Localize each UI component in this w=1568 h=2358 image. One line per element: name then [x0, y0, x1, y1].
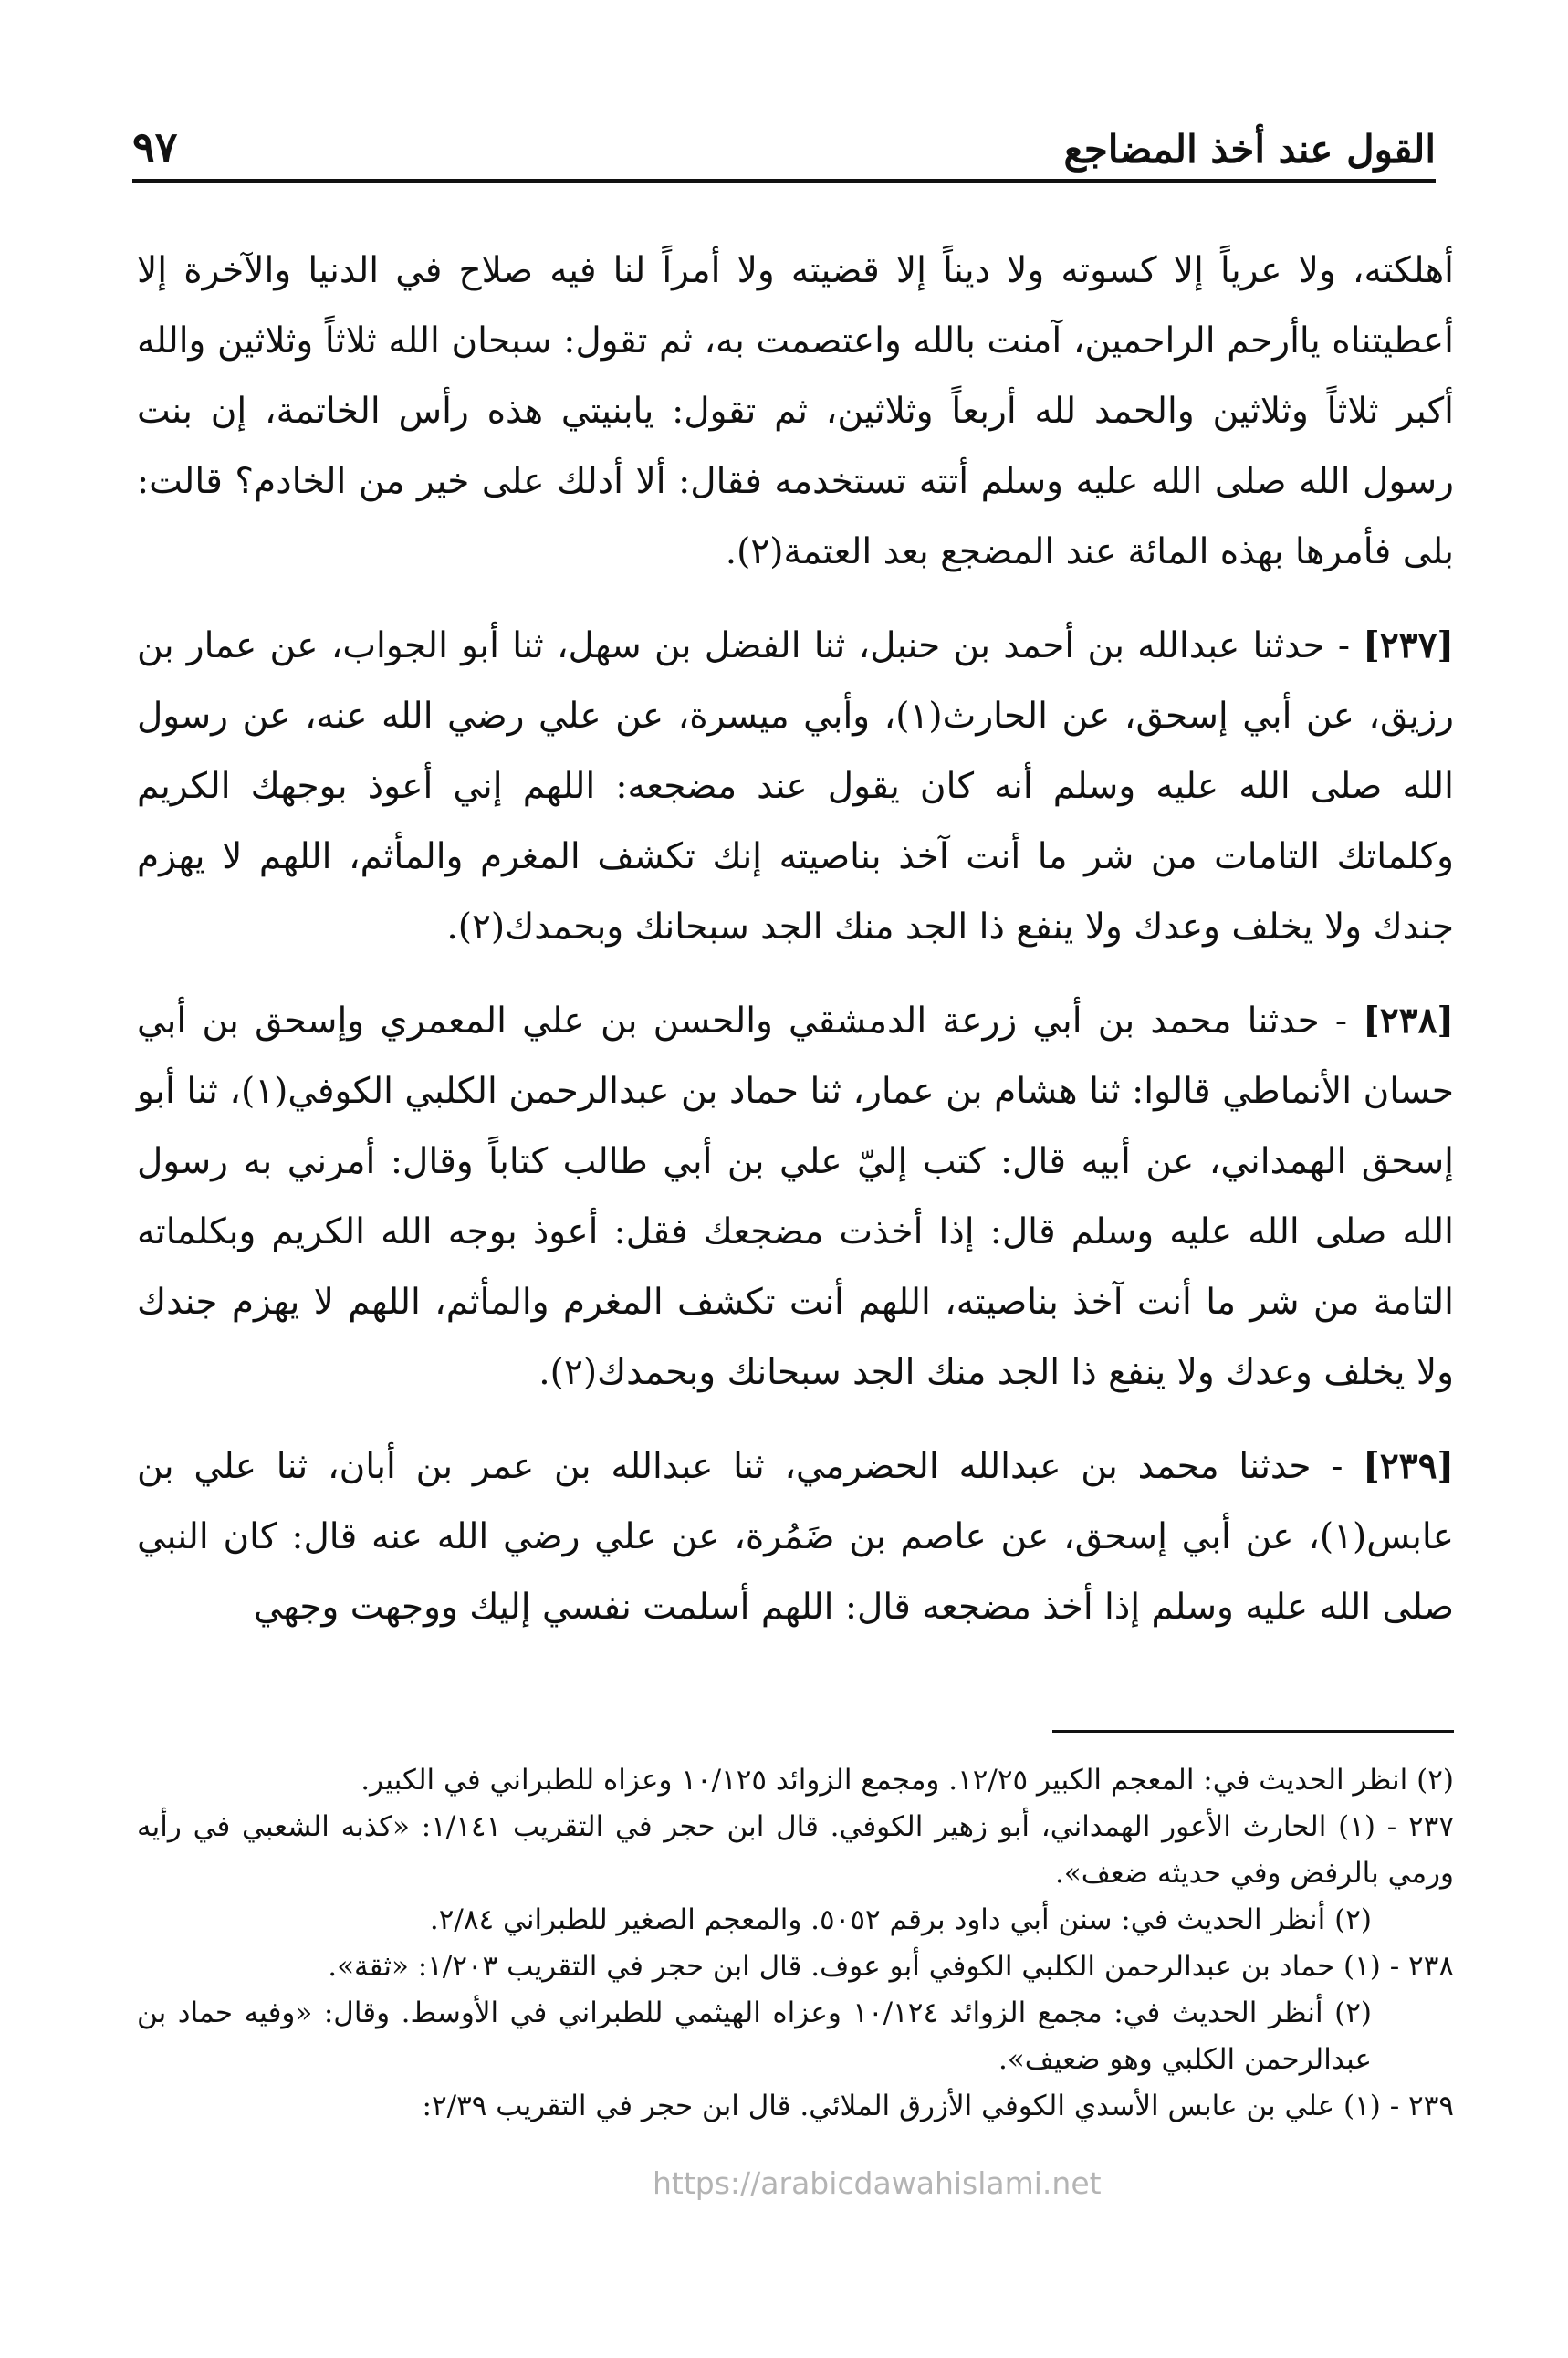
footnote-text: (١) حماد بن عبدالرحمن الكلبي الكوفي أبو عوف. قال ابن حجر في التقريب ١/٢٠٣: «ثقة». — [328, 1950, 1381, 1983]
footnote — [137, 1757, 1454, 1804]
footnote — [137, 1897, 1454, 1944]
footnote — [137, 2083, 1454, 2130]
footnote-group-237 — [137, 1804, 1454, 1944]
footnote — [137, 1804, 1454, 1897]
page-number: ٩٧ — [132, 122, 178, 172]
hadith-text: - حدثنا محمد بن عبدالله الحضرمي، ثنا عبدالله بن عمر بن أبان، ثنا علي بن عابس(١)، عن أبي إسحق، عن عاصم بن ضَمُرة، عن علي رضي الله عنه قال: كان النبي صلى الله عليه وسلم إذا أخذ مضجعه قال: اللهم أسلمت نفسي إليك ووجهت وجهي — [137, 1446, 1454, 1628]
footnote-group-238 — [137, 1944, 1454, 2083]
hadith-239 — [137, 1431, 1454, 1642]
hadith-238 — [137, 986, 1454, 1408]
footnote-text: (٢) انظر الحديث في: المعجم الكبير ١٢/٢٥. ومجمع الزوائد ١٠/١٢٥ وعزاه للطبراني في الكبير. — [361, 1764, 1454, 1797]
hadith-number: [٢٣٧] — [1363, 624, 1454, 666]
hadith-237 — [137, 611, 1454, 962]
footnote-text: (١) علي بن عابس الأسدي الكوفي الأزرق الملائي. قال ابن حجر في التقريب ٢/٣٩: — [422, 2090, 1381, 2122]
paragraph — [137, 236, 1454, 587]
hadith-text: - حدثنا محمد بن أبي زرعة الدمشقي والحسن بن علي المعمري وإسحق بن أبي حسان الأنماطي قالوا: ثنا هشام بن عمار، ثنا حماد بن عبدالرحمن الكلبي الكوفي(١)، ثنا أبو إسحق الهمداني، عن أبيه قال: كتب إليّ علي بن أبي طالب كتاباً وقال: أمرني به رسول الله صلى الله عليه وسلم قال: إذا أخذت مضجعك فقل: أعوذ بوجه الله الكريم وبكلماته التامة من شر ما أنت آخذ بناصيته، اللهم أنت تكشف المغرم والمأثم، اللهم لا يهزم جندك ولا يخلف وعدك ولا ينفع ذا الجد منك الجد سبحانك وبحمدك(٢). — [137, 1001, 1454, 1393]
footnote-divider — [1052, 1730, 1454, 1733]
watermark-url: https://arabicdawahislami.net — [653, 2165, 1102, 2201]
hadith-number: [٢٣٨] — [1363, 1000, 1454, 1042]
hadith-text: - حدثنا عبدالله بن أحمد بن حنبل، ثنا الفضل بن سهل، ثنا أبو الجواب، عن عمار بن رزيق، عن أبي إسحق، عن الحارث(١)، وأبي ميسرة، عن علي رضي الله عنه، عن رسول الله صلى الله عليه وسلم أنه كان يقول عند مضجعه: اللهم إني أعوذ بوجهك الكريم وكلماتك التامات من شر ما أنت آخذ بناصيته إنك تكشف المغرم والمأثم، اللهم لا يهزم جندك ولا يخلف وعدك ولا ينفع ذا الجد منك الجد سبحانك وبحمدك(٢). — [137, 625, 1454, 948]
footnotes — [137, 1757, 1454, 2130]
footnote-group-239 — [137, 2083, 1454, 2130]
footnote-text: (١) الحارث الأعور الهمداني، أبو زهير الكوفي. قال ابن حجر في التقريب ١/١٤١: «كذبه الشعبي في رأيه ورمي بالرفض وفي حديثه ضعف». — [137, 1810, 1454, 1890]
footnote-text: (٢) أنظر الحديث في: مجمع الزوائد ١٠/١٢٤ وعزاه الهيثمي للطبراني في الأوسط. وقال: «وفيه حماد بن عبدالرحمن الكلبي وهو ضعيف». — [137, 1996, 1372, 2076]
footnote-group-label: ٢٣٧ - — [1386, 1810, 1454, 1843]
running-title: القول عند أخذ المضاجع — [1063, 127, 1436, 172]
paragraph-text: أهلكته، ولا عرياً إلا كسوته ولا ديناً إلا قضيته ولا أمراً لنا فيه صلاح في الدنيا والآخرة إلا أعطيتناه ياأرحم الراحمين، آمنت بالله واعتصمت به، ثم تقول: سبحان الله ثلاثاً وثلاثين والله أكبر ثلاثاً وثلاثين والحمد لله أربعاً وثلاثين، ثم تقول: يابنيتي هذه رأس الخاتمة، إن بنت رسول الله صلى الله عليه وسلم أتته تستخدمه فقال: ألا أدلك على خير من الخادم؟ قالت: بلى فأمرها بهذه المائة عند المضجع بعد العتمة(٢). — [137, 250, 1454, 572]
footnote — [137, 1990, 1454, 2083]
footnote-group-label: ٢٣٩ - — [1389, 2090, 1454, 2122]
main-text — [137, 236, 1454, 1666]
page-header — [132, 119, 1436, 183]
footnote-group-label: ٢٣٨ - — [1389, 1950, 1454, 1983]
hadith-number: [٢٣٩] — [1363, 1445, 1454, 1487]
footnote-text: (٢) أنظر الحديث في: سنن أبي داود برقم ٥٠٥٢. والمعجم الصغير للطبراني ٢/٨٤. — [429, 1903, 1372, 1936]
footnote — [137, 1944, 1454, 1990]
